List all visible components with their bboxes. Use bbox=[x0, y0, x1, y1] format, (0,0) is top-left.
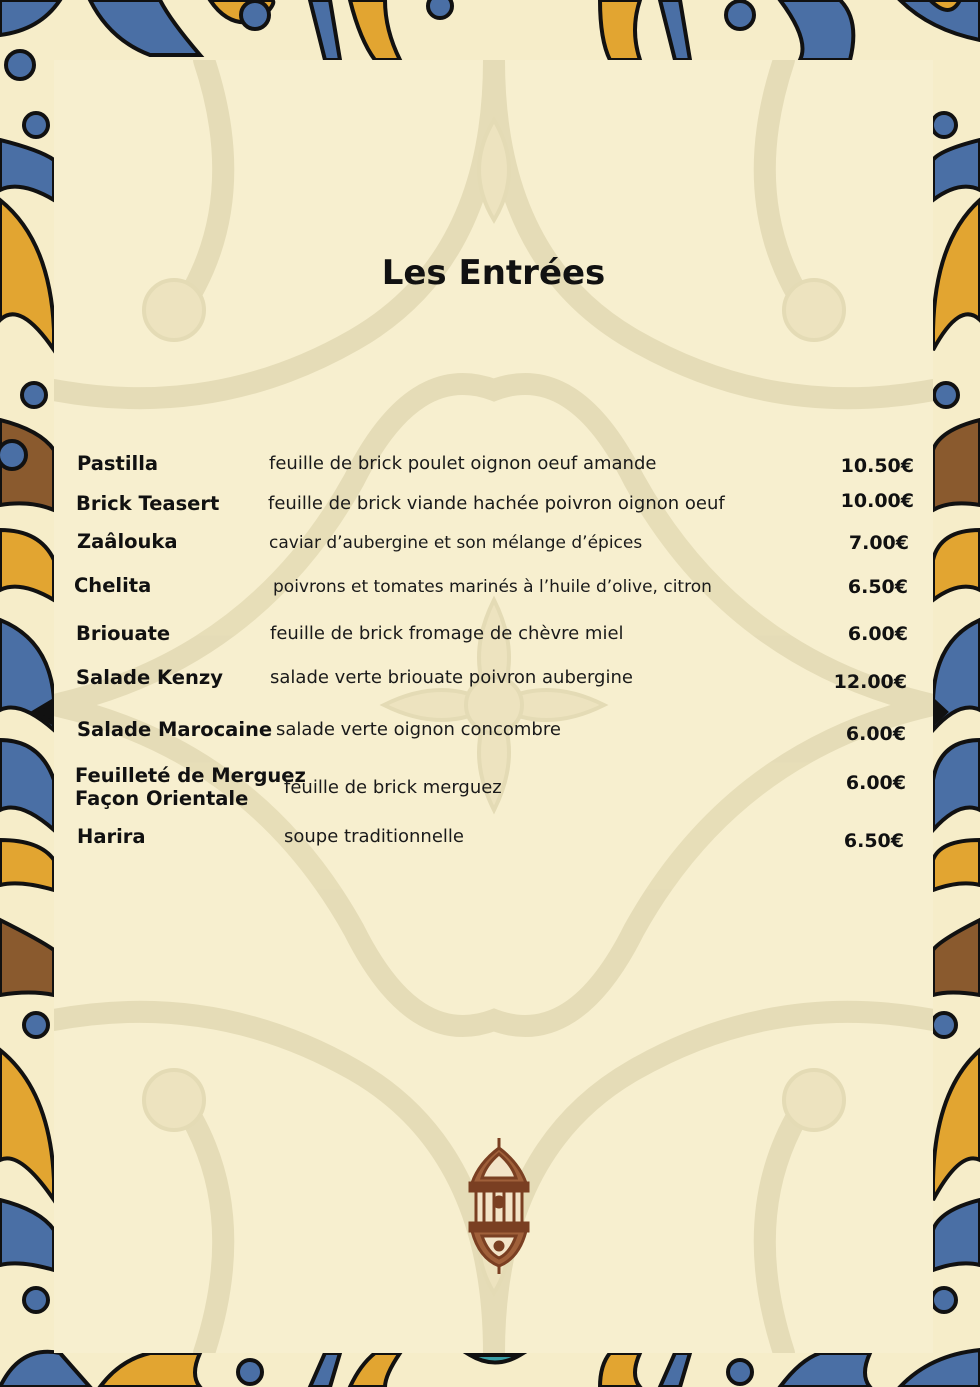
dish-description: caviar d’aubergine et son mélange d’épices bbox=[269, 533, 643, 553]
dish-name: Chelita bbox=[74, 574, 152, 597]
dish-name-line-2: Façon Orientale bbox=[75, 787, 249, 810]
dish-description: feuille de brick viande hachée poivron oignon oeuf bbox=[268, 493, 725, 514]
dish-description: salade verte oignon concombre bbox=[276, 719, 561, 740]
dish-name: Zaâlouka bbox=[77, 530, 178, 553]
dish-name: Salade Kenzy bbox=[76, 666, 223, 689]
dish-price: 6.00€ bbox=[845, 772, 906, 794]
dish-price: 10.00€ bbox=[840, 490, 914, 512]
dish-price: 6.00€ bbox=[845, 723, 906, 745]
dish-description: feuille de brick poulet oignon oeuf amande bbox=[269, 453, 657, 474]
dish-price: 10.50€ bbox=[840, 455, 914, 477]
dish-price: 6.00€ bbox=[847, 623, 908, 645]
dish-description: feuille de brick merguez bbox=[284, 777, 502, 798]
dish-price: 6.50€ bbox=[847, 576, 908, 598]
dish-name: Briouate bbox=[76, 622, 171, 645]
dish-name: Pastilla bbox=[77, 452, 159, 475]
dish-price: 7.00€ bbox=[848, 532, 909, 554]
dish-description: salade verte briouate poivron aubergine bbox=[270, 667, 633, 688]
dish-description: poivrons et tomates marinés à l’huile d’olive, citron bbox=[273, 577, 712, 597]
dish-name: Harira bbox=[77, 825, 146, 848]
dish-name bbox=[75, 764, 306, 810]
dish-name: Brick Teasert bbox=[76, 492, 220, 515]
dish-price: 12.00€ bbox=[833, 671, 907, 693]
menu-page bbox=[54, 60, 933, 1353]
dish-name: Salade Marocaine bbox=[77, 718, 273, 741]
lantern-icon bbox=[464, 1138, 534, 1276]
dish-price: 6.50€ bbox=[843, 830, 904, 852]
menu-section-title: Les Entrées bbox=[381, 253, 606, 293]
dish-description: feuille de brick fromage de chèvre miel bbox=[270, 623, 624, 644]
dish-name-line-1: Feuilleté de Merguez bbox=[75, 764, 306, 787]
dish-description: soupe traditionnelle bbox=[284, 826, 464, 847]
